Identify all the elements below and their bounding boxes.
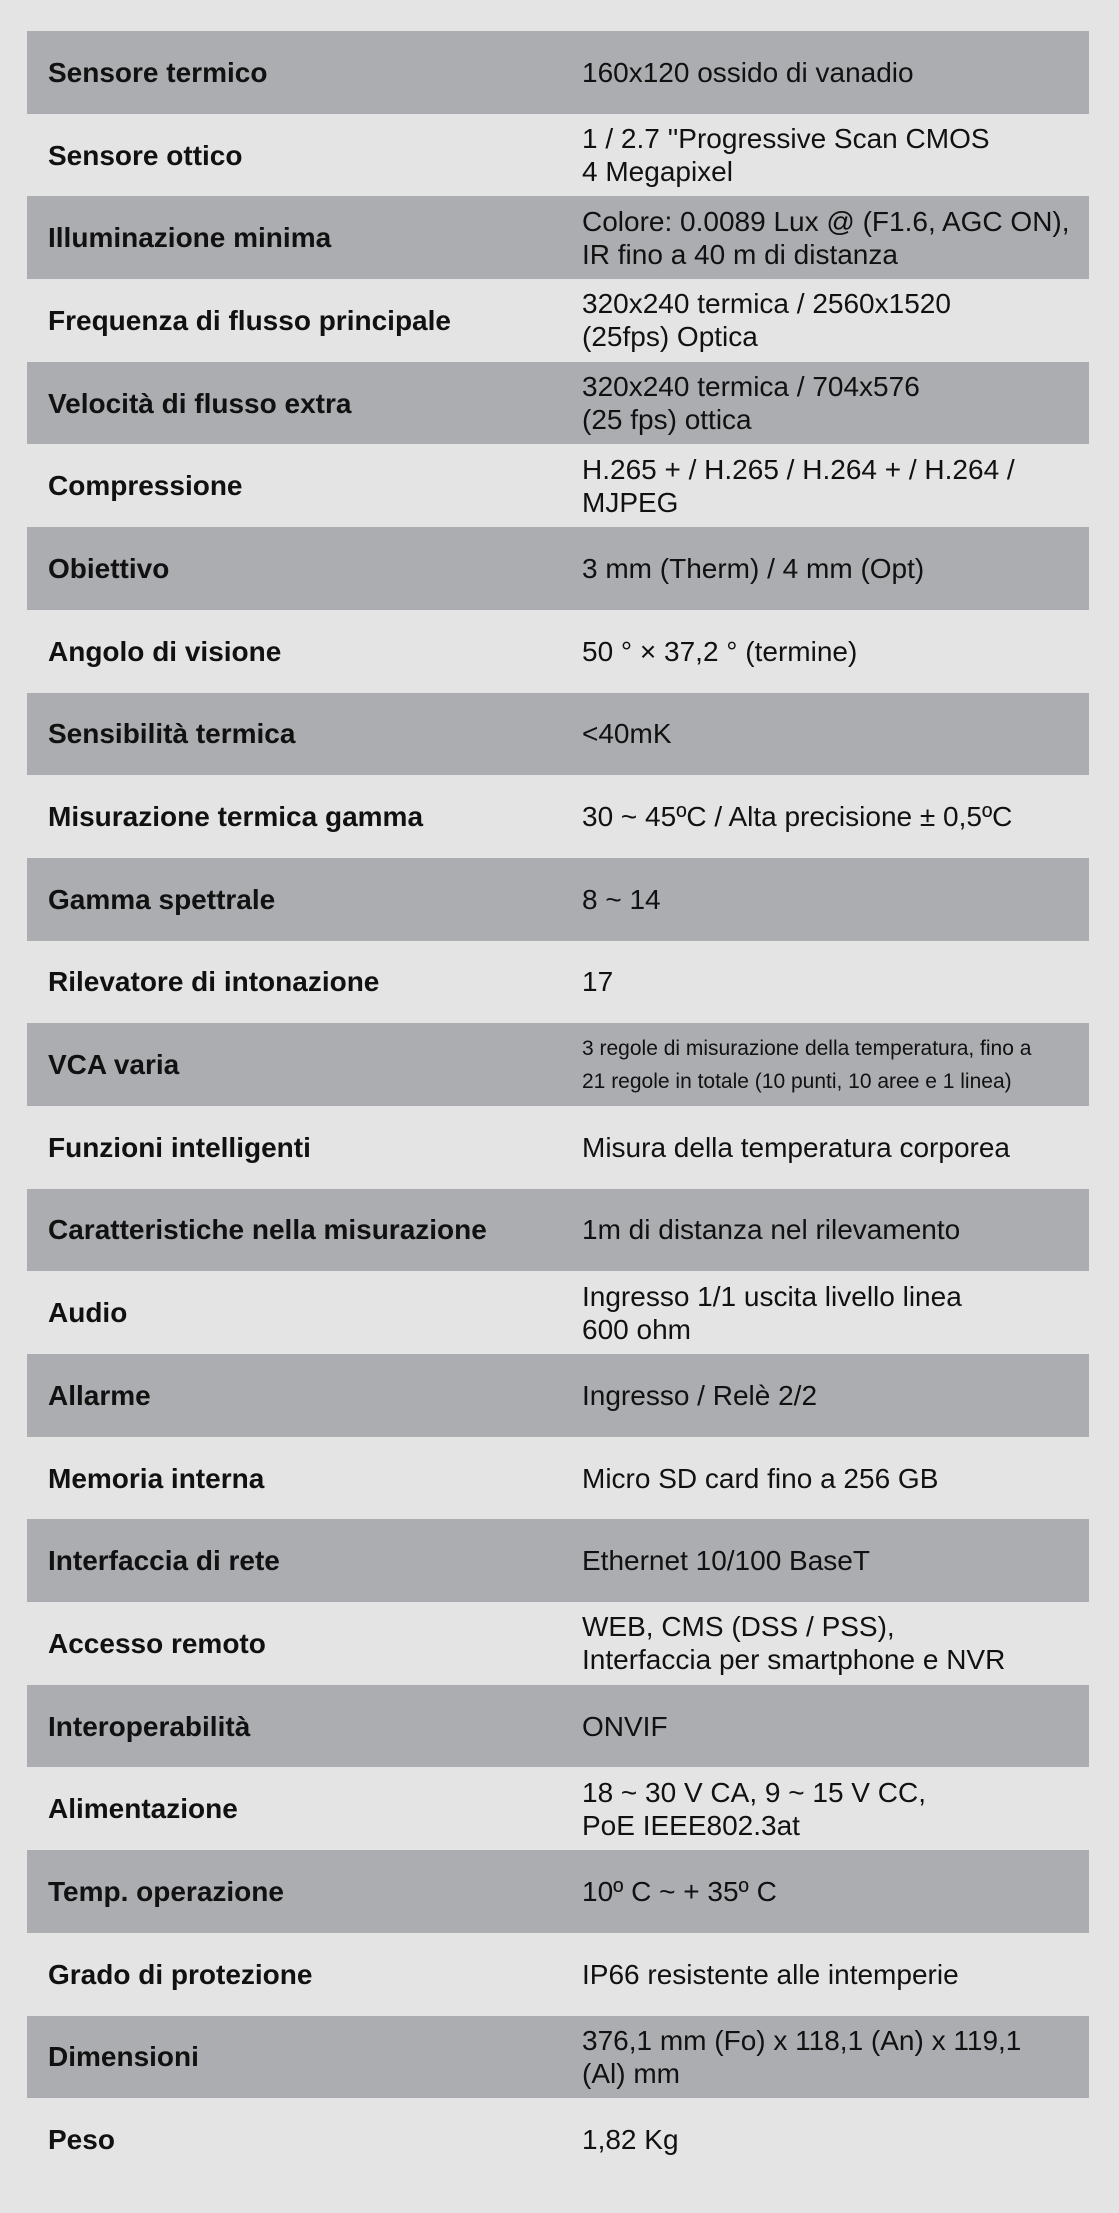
spec-value: Ingresso / Relè 2/2 <box>582 1379 818 1411</box>
spec-row-grado-protezione <box>27 1933 1089 2016</box>
spec-label: Interfaccia di rete <box>48 1545 280 1577</box>
spec-row-sensibilita-termica <box>27 693 1089 776</box>
spec-label: Temp. operazione <box>48 1875 284 1907</box>
spec-label: Rilevatore di intonazione <box>48 966 380 998</box>
spec-row-funzioni-intelligenti <box>27 1106 1089 1189</box>
spec-row-velocita-flusso-extra <box>27 362 1089 445</box>
spec-label: Sensore ottico <box>48 139 243 171</box>
spec-row-sensore-termico <box>27 31 1089 114</box>
spec-value: Colore: 0.0089 Lux @ (F1.6, AGC ON), IR fino a 40 m di distanza <box>582 205 1070 270</box>
spec-row-sensore-ottico <box>27 114 1089 197</box>
spec-value: Ingresso 1/1 uscita livello linea 600 ohm <box>582 1280 962 1345</box>
spec-label: Sensore termico <box>48 56 268 88</box>
spec-label: Audio <box>48 1297 128 1329</box>
spec-row-illuminazione-minima <box>27 196 1089 279</box>
spec-row-compressione <box>27 444 1089 527</box>
spec-row-frequenza-flusso-principale <box>27 279 1089 362</box>
spec-label: Accesso remoto <box>48 1627 266 1659</box>
spec-label: Grado di protezione <box>48 1958 313 1990</box>
spec-value: 3 regole di misurazione della temperatura, fino a 21 regole in totale (10 punti, 10 aree e 1 linea) <box>582 1036 1032 1093</box>
spec-value: H.265 + / H.265 / H.264 + / H.264 / MJPEG <box>582 453 1015 518</box>
spec-row-dimensioni <box>27 2016 1089 2099</box>
spec-row-audio <box>27 1271 1089 1354</box>
spec-row-allarme <box>27 1354 1089 1437</box>
spec-value: 10º C ~ + 35º C <box>582 1875 777 1907</box>
spec-value: 8 ~ 14 <box>582 883 661 915</box>
spec-label: Funzioni intelligenti <box>48 1131 311 1163</box>
spec-row-temp-operazione <box>27 1850 1089 1933</box>
spec-label: Illuminazione minima <box>48 222 332 254</box>
spec-label: Memoria interna <box>48 1462 265 1494</box>
spec-label: Gamma spettrale <box>48 883 276 915</box>
spec-value: 50 ° × 37,2 ° (termine) <box>582 635 858 667</box>
spec-value: ONVIF <box>582 1710 668 1742</box>
spec-label: Interoperabilità <box>48 1710 251 1742</box>
spec-value: 320x240 termica / 2560x1520 (25fps) Optica <box>582 288 951 353</box>
spec-row-rilevatore-intonazione <box>27 941 1089 1024</box>
spec-value: 1m di distanza nel rilevamento <box>582 1214 961 1246</box>
spec-label: Alimentazione <box>48 1793 238 1825</box>
spec-row-gamma-spettrale <box>27 858 1089 941</box>
spec-label: Dimensioni <box>48 2041 199 2073</box>
spec-label: VCA varia <box>48 1049 180 1081</box>
spec-row-misurazione-termica-gamma <box>27 775 1089 858</box>
spec-value: 18 ~ 30 V CA, 9 ~ 15 V CC, PoE IEEE802.3at <box>582 1776 926 1841</box>
spec-value: Micro SD card fino a 256 GB <box>582 1462 939 1494</box>
spec-label: Peso <box>48 2124 115 2156</box>
spec-label: Angolo di visione <box>48 635 282 667</box>
spec-value: Ethernet 10/100 BaseT <box>582 1545 870 1577</box>
spec-row-peso <box>27 2098 1089 2181</box>
spec-value: 3 mm (Therm) / 4 mm (Opt) <box>582 552 925 584</box>
spec-label: Caratteristiche nella misurazione <box>48 1214 487 1246</box>
spec-value: 376,1 mm (Fo) x 118,1 (An) x 119,1 (Al) mm <box>582 2024 1022 2089</box>
spec-table <box>27 31 1089 2181</box>
spec-row-angolo-visione <box>27 610 1089 693</box>
spec-row-accesso-remoto <box>27 1602 1089 1685</box>
spec-value: 160x120 ossido di vanadio <box>582 56 914 88</box>
spec-row-alimentazione <box>27 1767 1089 1850</box>
spec-label: Frequenza di flusso principale <box>48 304 451 336</box>
spec-label: Compressione <box>48 470 243 502</box>
spec-value: 320x240 termica / 704x576 (25 fps) ottica <box>582 371 920 436</box>
spec-row-interoperabilita <box>27 1685 1089 1768</box>
spec-value: IP66 resistente alle intemperie <box>582 1958 959 1990</box>
spec-value: 1 / 2.7 ''Progressive Scan CMOS 4 Megapixel <box>582 123 990 188</box>
spec-value: 17 <box>582 966 614 998</box>
spec-value: Misura della temperatura corporea <box>582 1131 1010 1163</box>
spec-value: 1,82 Kg <box>582 2124 679 2156</box>
spec-label: Sensibilità termica <box>48 718 296 750</box>
spec-value: 30 ~ 45ºC / Alta precisione ± 0,5ºC <box>582 801 1013 833</box>
spec-row-memoria-interna <box>27 1437 1089 1520</box>
spec-row-obiettivo <box>27 527 1089 610</box>
spec-label: Velocità di flusso extra <box>48 387 352 419</box>
spec-label: Obiettivo <box>48 552 170 584</box>
spec-value: WEB, CMS (DSS / PSS), Interfaccia per smartphone e NVR <box>582 1611 1006 1676</box>
spec-row-vca-varia <box>27 1023 1089 1106</box>
spec-row-interfaccia-rete <box>27 1519 1089 1602</box>
spec-label: Misurazione termica gamma <box>48 801 424 833</box>
spec-value: <40mK <box>582 718 672 750</box>
spec-row-caratteristiche-misurazione <box>27 1189 1089 1272</box>
spec-label: Allarme <box>48 1379 151 1411</box>
